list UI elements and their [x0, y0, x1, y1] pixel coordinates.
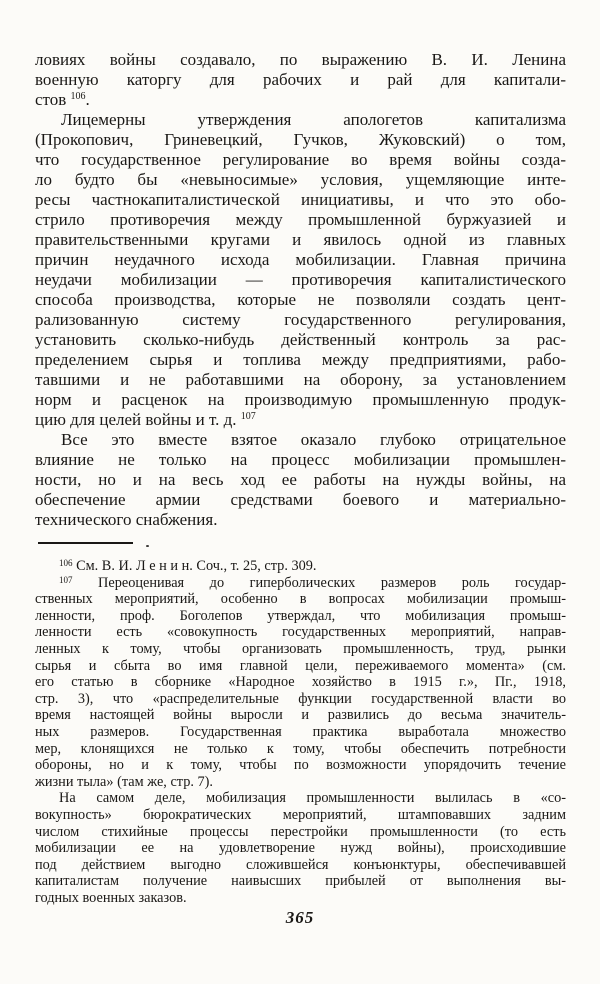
footnote-lines — [35, 790, 566, 890]
paragraph-main — [35, 110, 566, 430]
text-line: числом стихийные процессы перестройки промышленности (то есть — [35, 823, 566, 840]
text-line: На самом деле, мобилизация промышленности вылилась в «со- — [59, 790, 566, 807]
text-line: неудачи мобилизации — противоречия капиталистического — [35, 270, 566, 289]
text-line: годных военных заказов. — [35, 889, 187, 906]
text-line: ленности, проф. Боголепов утверждал, что мобилизация промыш- — [35, 607, 566, 624]
text-line: стрило противоречия между промышленной буржуазией и — [35, 210, 566, 229]
text-line: ности, но и на весь ход ее работы на нужды войны, на — [35, 470, 566, 489]
line-text: цию для целей войны и т. д. — [35, 410, 241, 429]
line-text: См. В. И. Л е н и н. Соч., т. 25, стр. 309. — [72, 558, 317, 574]
text-line: установить сколько-нибудь действенный контроль за рас- — [35, 330, 566, 349]
text-line: ловиях войны создавало, по выражению В. И. Ленина — [35, 50, 566, 69]
text-line: обеспечение армии средствами боевого и материально- — [35, 490, 566, 509]
text-line: военную каторгу для рабочих и рай для капитали- — [35, 70, 566, 89]
footnotes-block — [35, 558, 566, 906]
paragraph-conclusion — [35, 430, 566, 530]
text-line: его статью в сборнике «Народное хозяйство в 1915 г.», Пг., 1918, — [35, 674, 566, 691]
text-line — [35, 410, 566, 430]
footnote-marker-106: 106 — [59, 558, 73, 568]
text-line: стр. 3), что «распределительные функции государственной власти во — [35, 690, 566, 707]
text-line — [35, 575, 566, 592]
paragraph-lines — [35, 50, 566, 90]
text-line: мер, клонящихся не только к тому, чтобы обеспечить потребности — [35, 740, 566, 757]
text-line: (Прокопович, Гриневецкий, Гучков, Жуковский) о том, — [35, 130, 566, 149]
text-line: ных размеров. Государственная практика выработала множество — [35, 723, 566, 740]
footnote-separator — [38, 542, 133, 544]
text-line: способа производства, которые не позволяли создать цент- — [35, 290, 566, 309]
footnote-marker-107: 107 — [59, 574, 73, 585]
text-line: рализованную систему государственного регулирования, — [35, 310, 566, 329]
footnote-lines — [35, 591, 566, 774]
text-line: пределением сырья и топлива между предприятиями, рабо- — [35, 350, 566, 369]
page-number: 365 — [285, 908, 315, 927]
text-line: влияние не только на процесс мобилизации промышлен- — [35, 450, 566, 469]
main-text — [35, 50, 566, 530]
line-text: . — [85, 90, 90, 109]
paragraph-lines — [35, 430, 566, 510]
scan-artifact — [146, 545, 149, 547]
text-line: ленных к тому, чтобы организовать промышленность, труд, рынки — [35, 640, 566, 657]
text-line: под действием выгодно сложившейся конъюнктуры, обеспечивавшей — [35, 856, 566, 873]
text-line: ло будто бы «невыносимые» условия, ущемляющие инте- — [35, 170, 566, 189]
footnote-ref-106: 106 — [70, 91, 86, 102]
footnote-107-continued — [35, 790, 566, 906]
text-line: ресы частнокапиталистической инициативы, и что это обо- — [35, 190, 566, 209]
text-line: причин неудачного исхода мобилизации. Главная причина — [35, 250, 566, 269]
text-line: ленности есть «совокупность государственных мероприятий, направ- — [35, 624, 566, 641]
text-line — [35, 90, 566, 110]
text-line: что государственное регулирование во время войны созда- — [35, 150, 566, 169]
text-line: Лицемерны утверждения апологетов капитализма — [61, 110, 566, 129]
text-line: технического снабжения. — [35, 510, 218, 529]
footnote-ref-107: 107 — [240, 411, 256, 422]
footnote-107 — [35, 575, 566, 791]
text-line: мобилизации ее на удовлетворение нужд войны), происходившие — [35, 840, 566, 857]
text-line: тавшими и не работавшими на оборону, за установлением — [35, 370, 566, 389]
text-line: норм и расценок на производимую промышленную продук- — [35, 390, 566, 409]
text-line: Все это вместе взятое оказало глубоко отрицательное — [61, 430, 566, 449]
line-text: стов — [35, 90, 71, 109]
text-line: правительственными кругами и явилось одной из главных — [35, 230, 566, 249]
text-line: капиталистам получение наивысших прибылей от выполнения вы- — [35, 873, 566, 890]
text-line: вокупность» бюрократических мероприятий, штамповавших задним — [35, 806, 566, 823]
text-line: жизни тыла» (там же, стр. 7). — [35, 773, 213, 790]
paragraph-lines — [35, 110, 566, 410]
text-line: ственных мероприятий, особенно в вопросах мобилизации промыш- — [35, 591, 566, 608]
footnote-106 — [35, 558, 566, 575]
line-text: Переоценивая до гиперболических размеров роль государ- — [72, 574, 566, 591]
text-line: время настоящей войны выросли и развились до весьма значитель- — [35, 707, 566, 724]
text-line: сырья и сбыта во имя главной цели, переживаемого момента» (см. — [35, 657, 566, 674]
paragraph-continuation — [35, 50, 566, 110]
text-line: обороны, но и к тому, чтобы по возможности упорядочить течение — [35, 757, 566, 774]
